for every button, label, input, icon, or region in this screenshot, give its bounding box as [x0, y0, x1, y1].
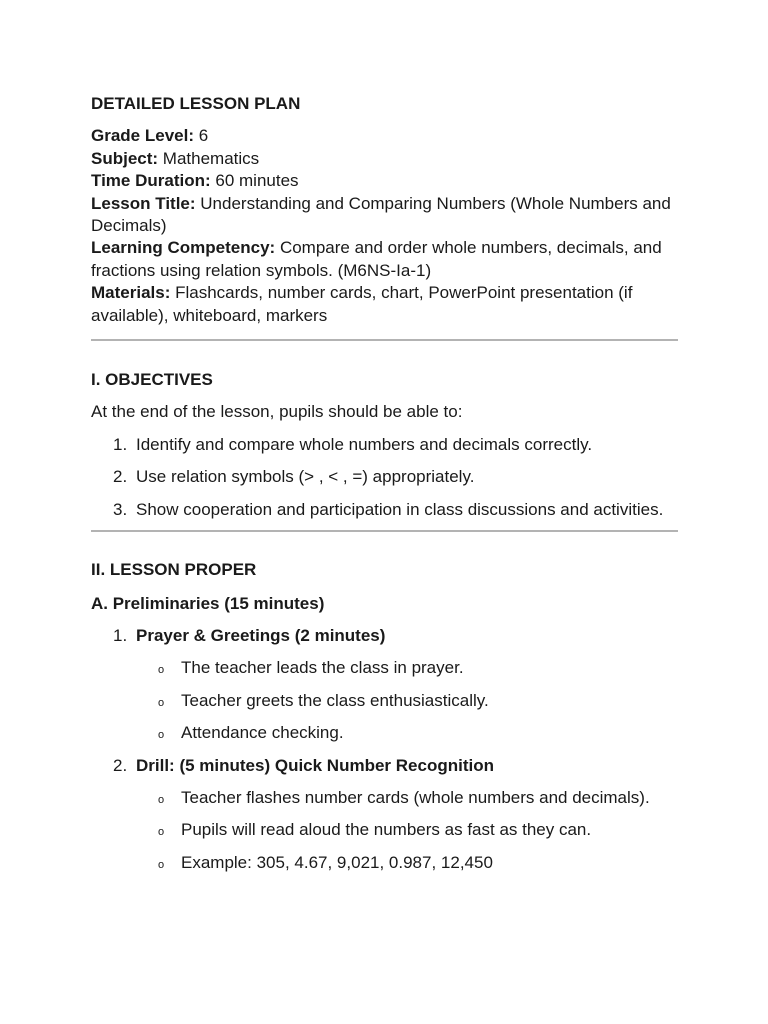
bullet-item [91, 787, 678, 809]
meta-lesson-title [91, 193, 678, 238]
section-divider [91, 339, 678, 341]
bullet-item [91, 852, 678, 874]
list-item [91, 499, 678, 521]
meta-label: Time Duration: [91, 171, 211, 191]
meta-label: Lesson Title: [91, 193, 196, 213]
bullet-text: Teacher greets the class enthusiastically. [181, 690, 489, 710]
bullet-text: Example: 305, 4.67, 9,021, 0.987, 12,450 [181, 852, 493, 872]
document-title: DETAILED LESSON PLAN [91, 94, 301, 113]
lesson-proper-heading: II. LESSON PROPER [91, 560, 257, 580]
list-item-text: Identify and compare whole numbers and decimals correctly. [136, 434, 593, 454]
bullet-item [91, 722, 678, 744]
preliminaries-heading: A. Preliminaries (15 minutes) [91, 593, 325, 613]
bullet-text: The teacher leads the class in prayer. [181, 658, 464, 678]
meta-value: 6 [198, 126, 209, 146]
bullet-item [91, 657, 678, 679]
objectives-list [91, 434, 678, 521]
list-item [91, 466, 678, 488]
section-divider [91, 530, 678, 532]
list-item [91, 434, 678, 456]
meta-value: Mathematics [162, 148, 260, 168]
preliminaries-list [91, 755, 678, 777]
list-item-text: Use relation symbols (> , < , =) appropriately. [136, 467, 475, 487]
list-item-title: Prayer & Greetings (2 minutes) [136, 625, 386, 645]
meta-materials [91, 282, 678, 327]
list-item [91, 625, 678, 647]
bullet-item [91, 819, 678, 841]
list-item-title: Drill: (5 minutes) Quick Number Recognition [136, 755, 494, 775]
circle-bullet-icon: o [158, 696, 165, 709]
preliminaries-list [91, 625, 678, 647]
meta-value: Compare and order whole numbers, decimals, and fractions using relation symbols. (M6NS-Ia-1) [91, 238, 662, 280]
meta-value: Flashcards, number cards, chart, PowerPoint presentation (if available), whiteboard, markers [91, 283, 633, 325]
list-number: 1. [113, 625, 128, 645]
lesson-metadata [91, 125, 678, 327]
meta-grade-level [91, 125, 678, 147]
objectives-heading: I. OBJECTIVES [91, 370, 213, 390]
bullet-item [91, 690, 678, 712]
meta-value: Understanding and Comparing Numbers (Whole Numbers and Decimals) [91, 193, 671, 236]
circle-bullet-icon: o [158, 793, 165, 806]
circle-bullet-icon: o [158, 729, 165, 742]
list-number: 1. [113, 434, 128, 454]
list-number: 2. [113, 467, 128, 487]
meta-label: Subject: [91, 148, 159, 168]
meta-learning-competency [91, 237, 678, 282]
bullet-list [91, 787, 678, 874]
circle-bullet-icon: o [158, 664, 165, 677]
list-item [91, 755, 678, 777]
meta-label: Learning Competency: [91, 238, 276, 258]
objectives-intro: At the end of the lesson, pupils should be able to: [91, 402, 463, 422]
list-number: 2. [113, 755, 128, 775]
bullet-text: Attendance checking. [181, 723, 344, 743]
bullet-list [91, 657, 678, 744]
meta-subject [91, 148, 678, 170]
meta-label: Materials: [91, 283, 171, 303]
document-content [91, 93, 678, 874]
circle-bullet-icon: o [158, 858, 165, 871]
meta-time-duration [91, 170, 678, 192]
bullet-text: Pupils will read aloud the numbers as fast as they can. [181, 820, 592, 840]
meta-label: Grade Level: [91, 126, 194, 146]
list-number: 3. [113, 499, 128, 519]
circle-bullet-icon: o [158, 826, 165, 839]
bullet-text: Teacher flashes number cards (whole numbers and decimals). [181, 787, 650, 807]
list-item-text: Show cooperation and participation in class discussions and activities. [136, 499, 664, 519]
meta-value: 60 minutes [215, 171, 299, 191]
